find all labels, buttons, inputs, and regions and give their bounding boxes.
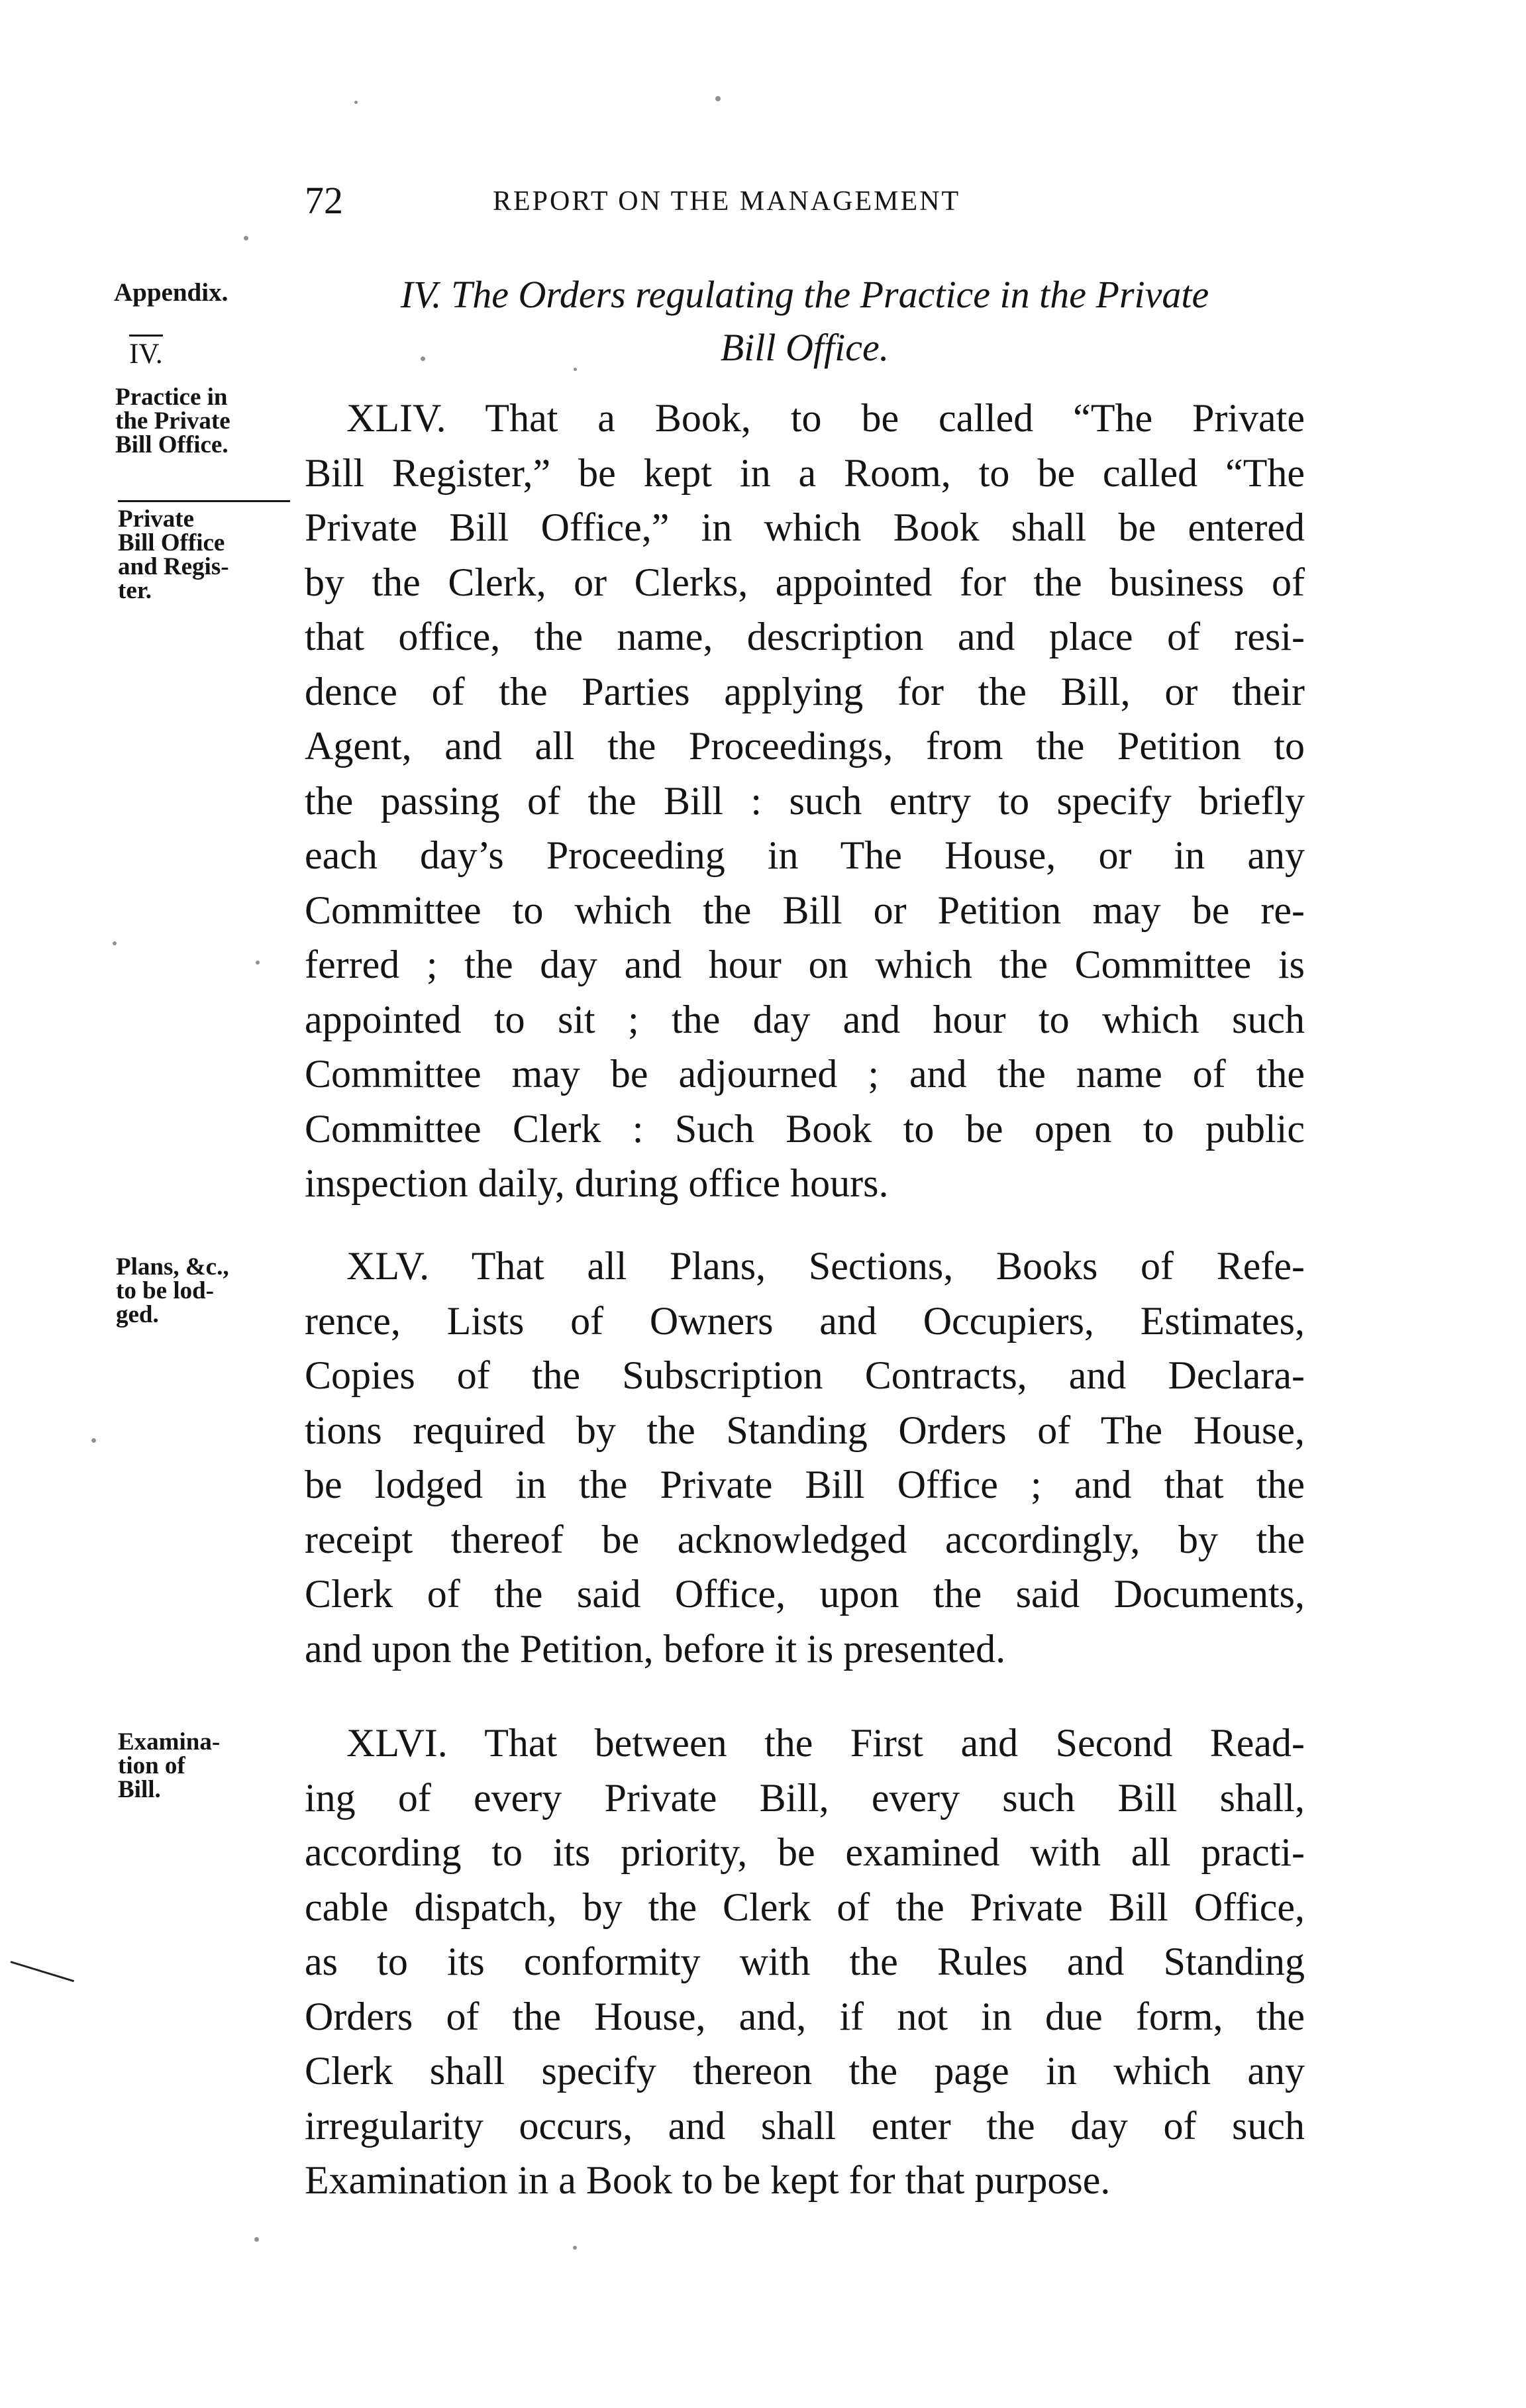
- paragraph-line: the passing of the Bill : such entry to specify briefly: [305, 778, 1305, 823]
- paragraph-line: inspection daily, during office hours.: [305, 1161, 889, 1205]
- print-speck: [715, 96, 721, 101]
- margin-note-line: and Regis-: [118, 553, 229, 580]
- margin-note-line: Examina-: [118, 1728, 221, 1755]
- paragraph-line: as to its conformity with the Rules and Standing: [305, 1940, 1305, 1983]
- print-speck: [91, 1438, 96, 1443]
- print-speck: [113, 941, 117, 945]
- print-speck: [574, 368, 577, 371]
- paragraph-line: tions required by the Standing Orders of The House,: [305, 1408, 1305, 1452]
- paragraph-line: and upon the Petition, before it is presented.: [305, 1626, 1006, 1671]
- paragraph-line: Committee Clerk : Such Book to be open to public: [305, 1106, 1305, 1151]
- margin-note-line: Practice in: [115, 384, 228, 411]
- paragraph-xlvi: [305, 1716, 1305, 2208]
- paragraph-line: Private Bill Office,” in which Book shall be entered: [305, 505, 1305, 549]
- print-speck: [256, 961, 260, 965]
- paragraph-line: Bill Register,” be kept in a Room, to be called “The: [305, 450, 1305, 495]
- margin-note-register: [118, 500, 290, 603]
- paragraph-line: Clerk shall specify thereon the page in which any: [305, 2049, 1305, 2093]
- margin-note-line: Bill Office: [118, 529, 225, 556]
- paragraph-xliv: [305, 391, 1305, 1211]
- paragraph-line: according to its priority, be examined with all practi-: [305, 1830, 1305, 1874]
- print-speck: [573, 2246, 577, 2250]
- print-speck: [421, 356, 425, 361]
- paragraph-xlv: [305, 1239, 1305, 1676]
- paragraph-line: cable dispatch, by the Clerk of the Private Bill Office,: [305, 1885, 1305, 1929]
- paragraph-line: Examination in a Book to be kept for that purpose.: [305, 2158, 1111, 2202]
- margin-note-line: ter.: [118, 577, 152, 604]
- paragraph-line: ferred ; the day and hour on which the Committee is: [305, 943, 1305, 986]
- paragraph-line: dence of the Parties applying for the Bill, or their: [305, 669, 1305, 713]
- paragraph-line: XLIV. That a Book, to be called “The Private: [346, 396, 1305, 440]
- appendix-title-line: IV. The Orders regulating the Practice in the Private: [400, 273, 1209, 316]
- margin-note-line: Bill Office.: [115, 431, 229, 458]
- paragraph-line: be lodged in the Private Bill Office ; and that the: [305, 1463, 1305, 1506]
- paragraph-line: Clerk of the said Office, upon the said Documents,: [305, 1572, 1305, 1616]
- paragraph-line: XLV. That all Plans, Sections, Books of Refe-: [346, 1244, 1305, 1288]
- page-number: 72: [305, 179, 343, 222]
- margin-note-line: Private: [118, 505, 195, 533]
- margin-note-examination: [118, 1730, 277, 1802]
- paragraph-line: ing of every Private Bill, every such Bill shall,: [305, 1775, 1305, 1820]
- appendix-label: Appendix.: [114, 278, 229, 307]
- print-speck: [354, 101, 358, 104]
- paragraph-line: appointed to sit ; the day and hour to which such: [305, 997, 1305, 1041]
- print-speck: [254, 2237, 259, 2242]
- print-speck: [244, 236, 248, 240]
- paragraph-line: Copies of the Subscription Contracts, and Declara-: [305, 1353, 1305, 1397]
- appendix-title: [305, 268, 1305, 374]
- appendix-number: IV.: [129, 335, 163, 371]
- margin-note-line: the Private: [115, 407, 230, 435]
- paragraph-line: that office, the name, description and place of resi-: [305, 615, 1305, 658]
- page-header: [305, 178, 1298, 231]
- margin-note-line: Bill.: [118, 1776, 161, 1803]
- margin-note-line: to be lod-: [116, 1277, 214, 1304]
- margin-pencil-mark: [11, 1961, 75, 1982]
- paragraph-line: each day’s Proceeding in The House, or in any: [305, 833, 1305, 877]
- paragraph-line: Agent, and all the Proceedings, from the Petition to: [305, 724, 1305, 768]
- paragraph-line: receipt thereof be acknowledged accordingly, by the: [305, 1517, 1305, 1561]
- margin-note-plans: [116, 1255, 275, 1327]
- margin-note-line: tion of: [118, 1752, 185, 1779]
- paragraph-line: Committee may be adjourned ; and the name of the: [305, 1052, 1305, 1096]
- paragraph-line: Committee to which the Bill or Petition may be re-: [305, 888, 1305, 932]
- paragraph-line: Orders of the House, and, if not in due form, the: [305, 1994, 1305, 2038]
- paragraph-line: rence, Lists of Owners and Occupiers, Estimates,: [305, 1298, 1305, 1343]
- margin-note-practice: [115, 386, 301, 457]
- appendix-title-line: Bill Office.: [720, 326, 890, 369]
- margin-note-line: Plans, &c.,: [116, 1253, 229, 1281]
- margin-note-line: ged.: [116, 1301, 159, 1328]
- paragraph-line: irregularity occurs, and shall enter the day of such: [305, 2103, 1305, 2148]
- running-title: REPORT ON THE MANAGEMENT: [493, 186, 961, 217]
- paragraph-line: XLVI. That between the First and Second Read-: [346, 1721, 1305, 1765]
- paragraph-line: by the Clerk, or Clerks, appointed for the business of: [305, 560, 1305, 604]
